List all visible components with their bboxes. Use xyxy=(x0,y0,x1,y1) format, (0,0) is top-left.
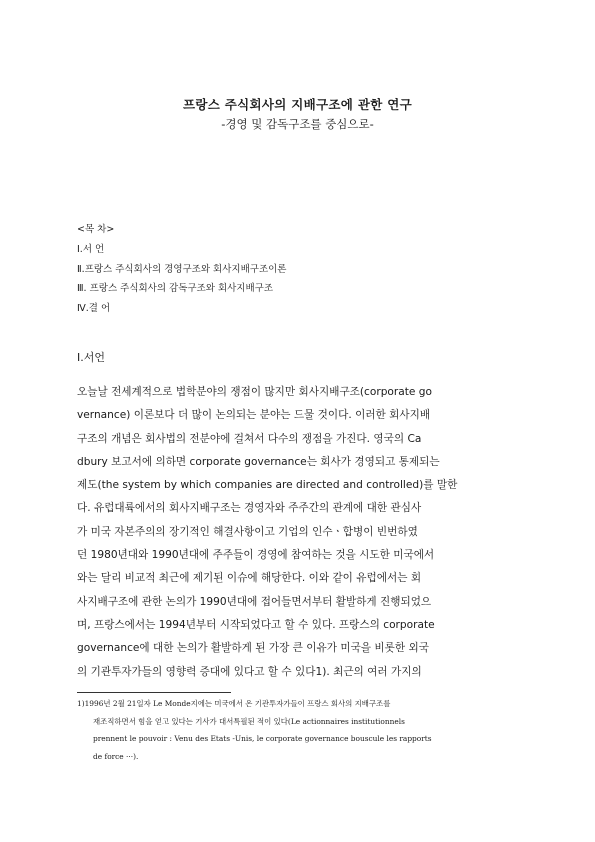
document-title: 프랑스 주식회사의 지배구조에 관한 연구 xyxy=(183,97,412,112)
footnote-line: 재조직하면서 힘을 얻고 있다는 기사가 대서특필된 적이 있다(Le actionnaires institutionnels xyxy=(93,716,405,726)
paragraph-line: 사지배구조에 관한 논의가 1990년대에 접어들면서부터 활발하게 진행되었으 xyxy=(77,595,432,608)
paragraph-line: dbury 보고서에 의하면 corporate governance는 회사가 경영되고 통제되는 xyxy=(77,455,440,468)
paragraph-line: 의 기관투자가들의 영향력 증대에 있다고 할 수 있다1). 최근의 여러 가지의 xyxy=(77,665,422,678)
paragraph-line: 며, 프랑스에서는 1994년부터 시작되었다고 할 수 있다. 프랑스의 corporate xyxy=(77,618,435,631)
footnote-line: 1)1996년 2월 21일자 Le Monde지에는 미국에서 온 기관투자가들이 프랑스 회사의 지배구조를 xyxy=(77,699,391,708)
toc-item-management-structure: Ⅱ.프랑스 주식회사의 경영구조와 회사지배구조이론 xyxy=(77,263,287,275)
paragraph-line: 구조의 개념은 회사법의 전분야에 걸쳐서 다수의 쟁점을 가진다. 영국의 Ca xyxy=(77,432,422,445)
body-paragraph xyxy=(77,381,517,684)
footnote xyxy=(77,695,517,765)
document-subtitle: -경영 및 감독구조를 중심으로- xyxy=(221,117,374,131)
toc-item-supervisory-structure: Ⅲ. 프랑스 주식회사의 감독구조와 회사지배구조 xyxy=(77,283,274,295)
paragraph-line: vernance) 이론보다 더 많이 논의되는 분야는 드물 것이다. 이러한 회사지배 xyxy=(77,409,431,422)
section-heading: Ⅰ.서언 xyxy=(77,351,105,364)
paragraph-line: governance에 대한 논의가 활발하게 된 가장 큰 이유가 미국을 비롯한 외국 xyxy=(77,642,429,655)
toc-heading: <목 차> xyxy=(77,224,115,235)
toc-item-conclusion: Ⅳ.결 어 xyxy=(77,303,111,315)
footnote-divider xyxy=(77,692,231,693)
table-of-contents xyxy=(77,220,286,319)
paragraph-line: 제도(the system by which companies are directed and controlled)를 말한 xyxy=(77,479,458,492)
paragraph-line: 다. 유럽대륙에서의 회사지배구조는 경영자와 주주간의 관계에 대한 관심사 xyxy=(77,502,422,515)
paragraph-line: 던 1980년대와 1990년대에 주주들이 경영에 참여하는 것을 시도한 미국에서 xyxy=(77,549,435,562)
paragraph-line: 가 미국 자본주의의 장기적인 해결사항이고 기업의 인수ㆍ합병이 빈번하였 xyxy=(77,525,418,538)
footnote-line: de force ···). xyxy=(93,751,139,761)
toc-item-introduction: Ⅰ.서 언 xyxy=(77,243,105,255)
paragraph-line: 와는 달리 비교적 최근에 제기된 이슈에 해당한다. 이와 같이 유럽에서는 회 xyxy=(77,572,422,585)
footnote-line: prennent le pouvoir : Venu des Etats -Unis, le corporate governance bouscule les rapports xyxy=(93,734,432,743)
paragraph-line: 오늘날 전세계적으로 법학분야의 쟁점이 많지만 회사지배구조(corporate go xyxy=(77,386,432,398)
